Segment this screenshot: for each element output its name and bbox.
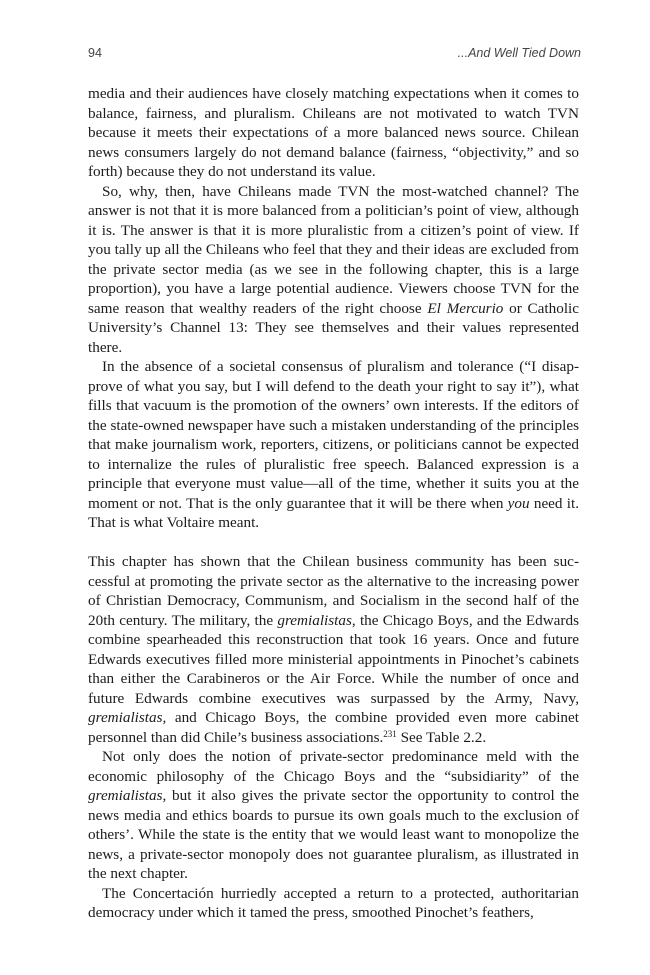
text-run: but it also gives the private sector the opportunity to control the news media and ethics boards to pursue its own goals much to the exclusion of others’. While the state is the entity that we would least want to monopolize the news, a private-sector monopoly does not guarantee pluralism, as illustrated in the next chapter. [88, 787, 579, 882]
text-run: or Catholic University’s Channel 13: They see themselves and their values represented there. [88, 299, 579, 356]
running-title: ...And Well Tied Down [457, 46, 581, 60]
text-run: need it. That is what Voltaire meant. [88, 494, 579, 531]
running-header [88, 46, 581, 60]
text-run: and Chicago Boys, the combine provided even more cabinet personnel than did Chile’s business associations. [88, 709, 579, 746]
text-run: See Table 2.2. [396, 728, 487, 746]
italic-text: you [507, 494, 530, 512]
page-number: 94 [88, 46, 102, 60]
paragraph [88, 884, 579, 923]
paragraph [88, 747, 579, 884]
text-run: Not only does the notion of private-sector predominance meld with the economic philosophy of the Chicago Boys and the “subsidiarity” of the [88, 748, 579, 785]
text-run: In the absence of a societal consensus of pluralism and tolerance (“I disapprove of what you say, but I will defend to the death your right to say it”), what fills that vacuum is the promotion of the owners’ own interests. If the editors of the state-owned newspaper have such a mistaken understanding of the principles that make journalism work, reporters, citizens, or politicians cannot be expected to internalize the rules of pluralistic free speech. Balanced expression is a principle that everyone must value—all of the time, whether it suits you at the moment or not. That is the only guarantee that it will be there when [88, 358, 579, 512]
paragraph [88, 357, 579, 533]
italic-text: El Mercurio [427, 299, 504, 317]
paragraph [88, 84, 579, 182]
paragraph [88, 552, 579, 747]
italic-text: gremialistas, [88, 787, 167, 804]
italic-text: gremialistas, [88, 709, 167, 726]
text-run: , the Chicago Boys, and the Edwards combine spearheaded this reconstruction that took 16 years. Once and future Edwards executives filled more ministerial appointments in Pinochet’s cabinets than either the Carabineros or the Air Force. While the number of once and future Edwards combine executives was surpassed by the Army, Navy, [88, 611, 579, 707]
italic-text: gremialistas [277, 611, 352, 629]
body-text [88, 84, 579, 923]
text-run: media and their audiences have closely matching expectations when it comes to balance, fairness, and pluralism. Chileans are not motivated to watch TVN because it meets their expectations of a more balanced news source. Chilean news consumers largely do not demand balance (fairness, “objectivity,” and so forth) because they do not understand its value. [88, 85, 579, 180]
text-run: The Concertación hurriedly accepted a return to a protected, authoritarian democracy under which it tamed the press, smoothed Pinochet’s feathers, [88, 884, 579, 921]
footnote-ref: 231 [383, 728, 397, 739]
text-run: So, why, then, have Chileans made TVN the most-watched channel? The answer is not that it is more balanced from a politician’s point of view, although it is. The answer is that it is more pluralistic from a citizen’s point of view. If you tally up all the Chileans who feel that they and their ideas are excluded from the private sector media (as we see in the following chapter, this is a large proportion), you have a large potential audience. Viewers choose TVN for the same reason that wealthy readers of the right choose [88, 182, 579, 317]
text-run: This chapter has shown that the Chilean business community has been successful at promoting the private sector as the alternative to the increasing power of Christian Democracy, Communism, and Socialism in the second half of the 20th century. The military, the [88, 553, 579, 629]
paragraph [88, 182, 579, 358]
